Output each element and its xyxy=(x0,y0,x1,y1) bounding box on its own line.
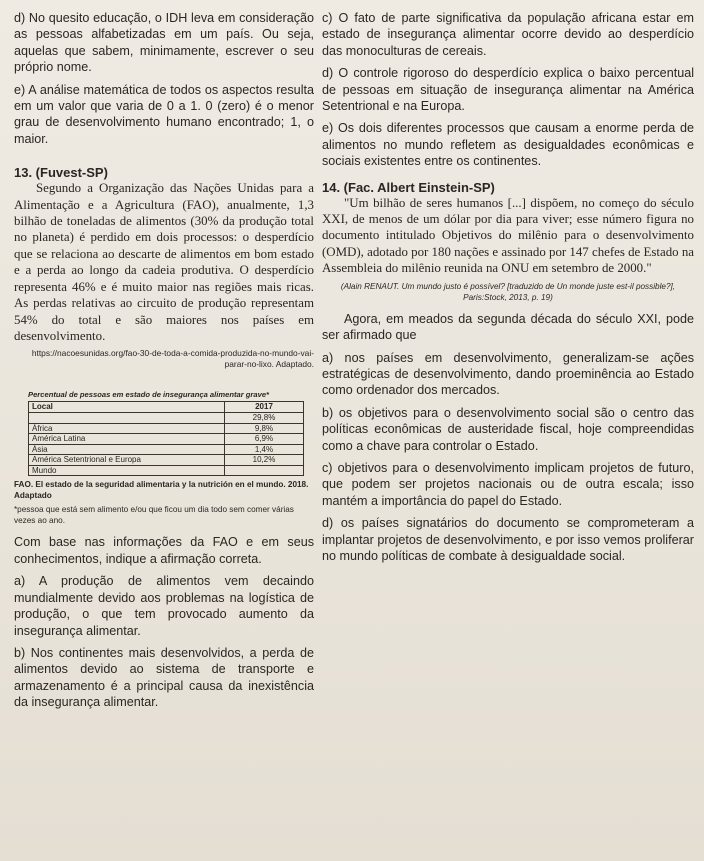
table-cell-local: África xyxy=(29,423,225,434)
table-cell-local: Ásia xyxy=(29,444,225,455)
table-note: *pessoa que está sem alimento e/ou que ficou um dia todo sem comer várias vezes ao ano. xyxy=(14,505,294,525)
question-14-option-d[interactable]: d) os países signatários do documento se comprometeram a implantar projetos de desenvolvimento, e por isso vemos proliferar no mundo políticas de combate à desigualdade social. xyxy=(322,516,694,563)
table-source xyxy=(14,480,314,501)
question-13-option-d[interactable]: d) O controle rigoroso do desperdício explica o baixo percentual de pessoas em situação de insegurança alimentar na América Setentrional e na Europa. xyxy=(322,66,694,114)
table-cell-value: 1,4% xyxy=(225,444,304,455)
table-cell-value: 10,2% xyxy=(225,455,304,466)
question-13-number: 13. (Fuvest-SP) xyxy=(14,165,108,181)
question-13-text: Segundo a Organização das Nações Unidas para a Alimentação e a Agricultura (FAO), anualmente, 1,3 bilhão de toneladas de alimentos (30% da produção total no planeta) é perdido em dois processos: o desperdício que se relaciona ao descarte de alimentos em bom estado e a perda ao longo da cadeia produtiva. O desperdício representa 46% e é muito maior nas regiões mais ricas. As perdas relativas ao circuito de produção representam 54% do total e são maiores nos países em desenvolvimento. xyxy=(14,181,314,343)
table-header-2017: 2017 xyxy=(225,402,304,413)
table-cell-value: 29,8% xyxy=(225,412,304,423)
table-row xyxy=(29,412,304,423)
question-13-source: https://nacoesunidas.org/fao-30-de-toda-a-comida-produzida-no-mundo-vai-parar-no-lixo. Adaptado. xyxy=(31,348,314,370)
right-column xyxy=(322,10,694,564)
table-header-row xyxy=(29,402,304,413)
question-13-prompt: Com base nas informações da FAO e em seus conhecimentos, indique a afirmação correta. xyxy=(14,535,314,566)
table-cell-value: 6,9% xyxy=(225,434,304,445)
table-cell-value: 9,8% xyxy=(225,423,304,434)
question-14-option-a[interactable]: a) nos países em desenvolvimento, generalizam-se ações estratégicas de desenvolvimento, dando proeminência ao Estado como ordenador dos mercados. xyxy=(322,350,694,398)
table-row xyxy=(29,455,304,466)
question-14-option-b[interactable]: b) os objetivos para o desenvolvimento social são o centro das políticas econômicas de austeridade fiscal, hoje compreendidas como a chave para controlar o Estado. xyxy=(322,405,694,453)
previous-option-e: e) A análise matemática de todos os aspectos resulta em um valor que varia de 0 a 1. 0 (zero) é o menor grau de desenvolvimento humano encontrado; 1, o maior. xyxy=(14,82,314,146)
table-header-local: Local xyxy=(29,402,225,413)
question-14-number: 14. (Fac. Albert Einstein-SP) xyxy=(322,179,495,195)
left-column xyxy=(14,10,314,711)
question-13-option-b[interactable]: b) Nos continentes mais desenvolvidos, a perda de alimentos devido ao sistema de transporte e armazenamento é a principal causa da inexistência da insegurança alimentar. xyxy=(14,645,314,710)
table-cell-local: América Latina xyxy=(29,434,225,445)
table-title: Percentual de pessoas em estado de insegurança alimentar grave* xyxy=(28,390,269,400)
table-cell-local: América Setentrional e Europa xyxy=(29,455,225,466)
table-cell-local xyxy=(29,412,225,423)
table-cell-local: Mundo xyxy=(29,465,225,476)
question-13-option-c[interactable]: c) O fato de parte significativa da população africana estar em estado de insegurança alimentar ocorre devido ao desperdício das monoculturas de cereais. xyxy=(322,11,694,58)
table-row xyxy=(29,434,304,445)
question-14-prompt: Agora, em meados da segunda década do século XXI, pode ser afirmado que xyxy=(322,311,694,343)
table-cell-value xyxy=(225,465,304,476)
question-14-source: (Alain RENAUT. Um mundo justo é possível? [traduzido de Un monde juste est-il possible?], Paris:Stock, 2013, p. 19) xyxy=(340,281,676,302)
table-row xyxy=(29,423,304,434)
question-14-option-c[interactable]: c) objetivos para o desenvolvimento implicam projetos de futuro, que podem ser projetos nacionais ou de outra escala; isso mantém a importância do papel do Estado. xyxy=(322,460,694,508)
table-source-text: FAO. El estado de la seguridad alimentaria y la nutrición en el mundo. 2018. Adaptado xyxy=(14,480,309,500)
table-row xyxy=(29,465,304,476)
question-13-option-a[interactable]: a) A produção de alimentos vem decaindo mundialmente devido aos problemas na logística de produção, o que tem provocado aumento da insegurança alimentar. xyxy=(14,574,314,638)
fao-table xyxy=(28,401,304,476)
previous-option-d: d) No quesito educação, o IDH leva em consideração as pessoas alfabetizadas em um país. Ou seja, aquelas que sabem, minimamente, escrever o seu próprio nome. xyxy=(14,11,314,75)
question-13-option-e[interactable]: e) Os dois diferentes processos que causam a enorme perda de alimentos no mundo refletem as desigualdades econômicas e sociais existentes entre os continentes. xyxy=(322,121,694,169)
table-row xyxy=(29,444,304,455)
question-14-quote: "Um bilhão de seres humanos [...] dispõem, no começo do século XXI, de menos de um dólar por dia para viver; esse número figura no documento intitulado Objetivos do milênio para o desenvolvimento (OMD), adotado por 180 nações e assinado por 147 chefes de Estado na Assembleia do milênio reunida na ONU em setembro de 2000." xyxy=(322,195,694,276)
